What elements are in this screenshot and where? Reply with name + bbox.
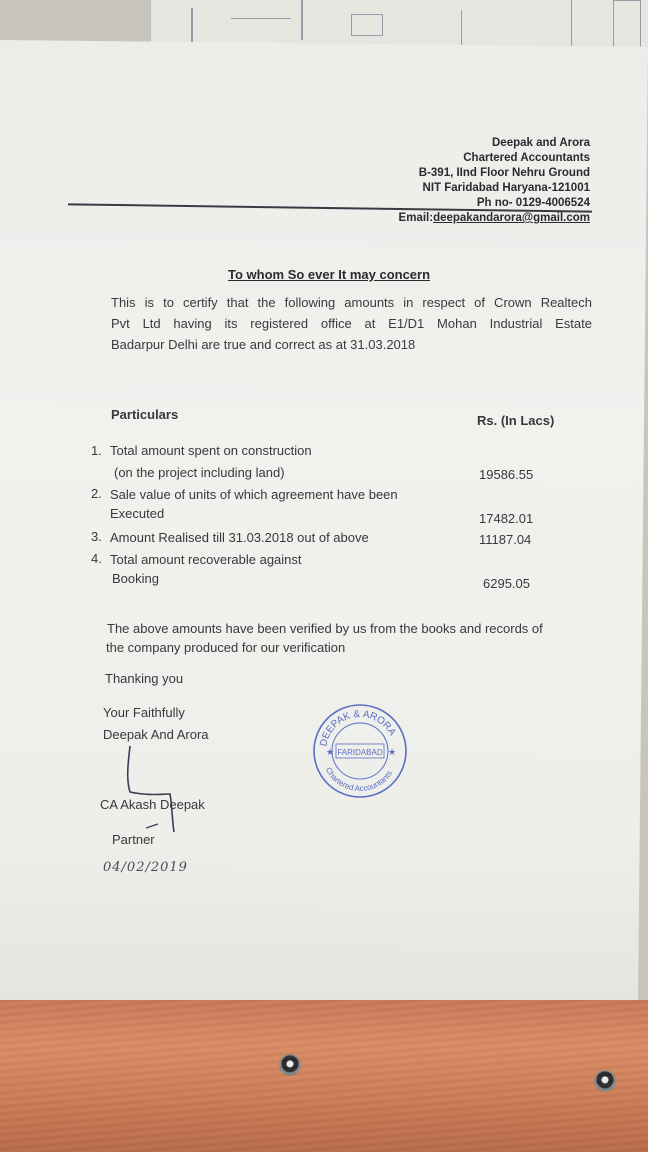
row-description-cont: (on the project including land) xyxy=(114,465,285,480)
stamp-city: FARIDABAD xyxy=(337,748,383,757)
address-line-1: B-391, IInd Floor Nehru Ground xyxy=(418,167,590,179)
row-amount: 6295.05 xyxy=(483,576,530,591)
row-description: Total amount recoverable against xyxy=(110,552,302,567)
row-description: Amount Realised till 31.03.2018 out of above xyxy=(110,530,369,545)
signature xyxy=(118,744,188,834)
stamp-star-icon: ★ xyxy=(388,747,397,757)
letterhead xyxy=(399,136,590,226)
row-number: 3. xyxy=(91,529,102,544)
row-amount: 19586.55 xyxy=(479,467,534,482)
closing-firm: Deepak And Arora xyxy=(103,727,209,742)
email-link[interactable]: deepakandarora@gmail.com xyxy=(433,212,590,224)
closing-thanks: Thanking you xyxy=(105,671,184,686)
intro-line: This is to certify that the following amounts in respect of Crown Realtech xyxy=(111,295,592,310)
row-amount: 11187.04 xyxy=(479,532,532,547)
row-description: Sale value of units of which agreement have been xyxy=(110,487,398,502)
email-label: Email: xyxy=(398,212,434,224)
email-row xyxy=(399,211,590,226)
firm-stamp xyxy=(312,703,408,799)
row-description: Total amount spent on construction xyxy=(110,443,312,458)
certificate-heading: To whom So ever It may concern xyxy=(228,267,431,282)
firm-name: Deepak and Arora xyxy=(492,137,590,149)
row-number: 4. xyxy=(91,551,102,566)
intro-paragraph xyxy=(111,292,592,355)
address-line-2: NIT Faridabad Haryana-121001 xyxy=(422,182,590,194)
stamp-star-icon: ★ xyxy=(326,747,335,757)
signatory-role: Partner xyxy=(112,832,155,847)
row-amount: 17482.01 xyxy=(479,511,534,526)
verification-line: the company produced for our verification xyxy=(106,640,346,655)
verification-line: The above amounts have been verified by us from the books and records of xyxy=(107,621,543,636)
column-header-amount: Rs. (In Lacs) xyxy=(477,413,555,428)
row-number: 1. xyxy=(91,443,102,458)
signatory-name: CA Akash Deepak xyxy=(100,797,205,812)
stamp-bottom-text: Chartered Accountants xyxy=(323,765,395,794)
stamp-ring-text: DEEPAK & ARORA xyxy=(318,708,398,748)
row-number: 2. xyxy=(91,486,102,501)
row-description-cont: Executed xyxy=(110,506,165,521)
intro-line: Badarpur Delhi are true and correct as at 31.03.2018 xyxy=(111,337,416,352)
firm-designation: Chartered Accountants xyxy=(463,152,590,164)
row-description-cont: Booking xyxy=(112,571,159,586)
handwritten-date: 04/02/2019 xyxy=(103,860,188,875)
closing-faithfully: Your Faithfully xyxy=(103,705,185,720)
column-header-particulars: Particulars xyxy=(111,407,179,422)
phone-number: Ph no- 0129-4006524 xyxy=(476,197,590,209)
intro-line: Pvt Ltd having its registered office at E1/D1 Mohan Industrial Estate xyxy=(111,316,592,331)
